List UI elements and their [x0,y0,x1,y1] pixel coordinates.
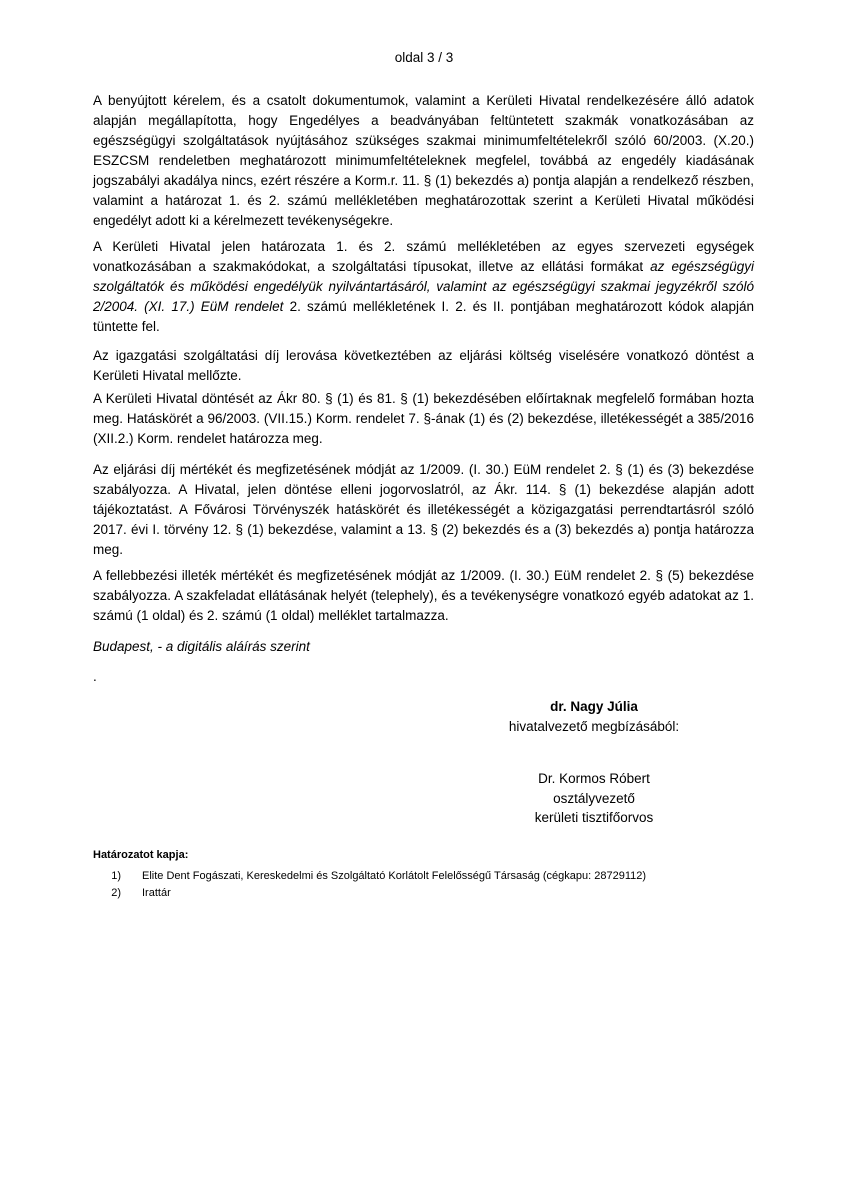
official-name: Dr. Kormos Róbert [538,771,650,786]
list-item-number: 1) [111,870,121,882]
paragraph-fees-text: Az eljárási díj mértékét és megfizetésének módját az 1/2009. (I. 30.) EüM rendelet 2. § (1) és (3) bekezdése szabályozza. A Hivatal, jelen döntése elleni jogorvoslatról, az Ákr. 114. § (1) bekezdése alapján adott tájékoztatást. A Fővárosi Törvényszék hatáskörét és illetékességét a közigazgatási perrendtartásról szóló 2017. évi I. törvény 12. § (1) bekezdése, valamint a 13. § (2) bekezdés és a (3) bekezdés a) pontja határozza meg. [93,462,754,557]
paragraph-findings [93,91,754,231]
paragraph-codes-part2: 2. számú mellékletének I. 2. és II. pontjában meghatározott kódok alapján tüntette fel. [93,299,754,334]
list-item-text: Elite Dent Fogászati, Kereskedelmi és Szolgáltató Korlátolt Felelősségű Társaság (cégkapu: 28729112) [142,870,647,882]
paragraph-codes [93,237,754,337]
separator-dot: . [93,669,97,684]
official-title-secondary: kerületi tisztifőorvos [534,810,654,825]
paragraph-competence [93,389,754,449]
recipients-heading: Határozatot kapja: [93,849,189,861]
signer-name: dr. Nagy Júlia [550,699,638,714]
paragraph-costs [93,346,754,386]
signer-mandate: hivatalvezető megbízásából: [508,719,680,734]
recipients-list [93,868,646,902]
paragraph-costs-text: Az igazgatási szolgáltatási díj lerovása következtében az eljárási költség viselésére vonatkozó döntést a Kerületi Hivatal mellőzte. [93,348,754,383]
list-item-number: 2) [111,887,121,899]
list-item [93,885,646,902]
list-item [93,868,646,885]
official-title: osztályvezető [553,791,635,806]
paragraph-codes-regulation: az egészségügyi szolgáltatók és működési engedélyük nyilvántartásáról, valamint az egészségügyi szakmai jegyzékről szóló 2/2004. (XI. 17.) EüM rendelet [93,259,754,314]
paragraph-appeal-fee [93,566,754,626]
paragraph-codes-part1: A Kerületi Hivatal jelen határozata 1. és 2. számú mellékletében az egyes szervezeti egységek vonatkozásában a szakmakódokat, a szolgáltatási típusokat, illetve az ellátási formákat [93,239,754,274]
list-item-text: Irattár [142,887,171,899]
paragraph-fees [93,460,754,560]
paragraph-appeal-fee-text: A fellebbezési illeték mértékét és megfizetésének módját az 1/2009. (I. 30.) EüM rendelet 2. § (5) bekezdése szabályozza. A szakfeladat ellátásának helyét (telephely), és a tevékenységre vonatkozó egyéb adatokat az 1. számú (1 oldal) és 2. számú (1 oldal) melléklet tartalmazza. [93,568,754,623]
paragraph-competence-text: A Kerületi Hivatal döntését az Ákr 80. § (1) és 81. § (1) bekezdésében előírtaknak megfelelő formában hozta meg. Hatáskörét a 96/2003. (VII.15.) Korm. rendelet 7. §-ának (1) és (2) bekezdése, illetékességét a 385/2016 (XII.2.) Korm. rendelet határozza meg. [93,391,754,446]
page-number: oldal 3 / 3 [394,50,454,65]
paragraph-findings-text: A benyújtott kérelem, és a csatolt dokumentumok, valamint a Kerületi Hivatal rendelkezésére álló adatok alapján megállapította, hogy Engedélyes a beadványában feltüntetett szakmák vonatkozásában az egészségügyi szolgáltatások nyújtásához szükséges szakmai minimumfeltételekről szóló 60/2003. (X.20.) ESZCSM rendeletben meghatározott minimumfeltételeknek megfelel, továbbá az engedély kiadásának jogszabályi akadálya nincs, ezért részére a Korm.r. 11. § (1) bekezdés a) pontja alapján a rendelkező részben, valamint a határozat 1. és 2. számú mellékletében meghatározottak szerint a Kerületi Hivatal működési engedélyt adott ki a kérelmezett tevékenységekre. [93,93,754,228]
place-date: Budapest, - a digitális aláírás szerint [93,639,310,654]
paragraph-codes-text [93,237,754,337]
